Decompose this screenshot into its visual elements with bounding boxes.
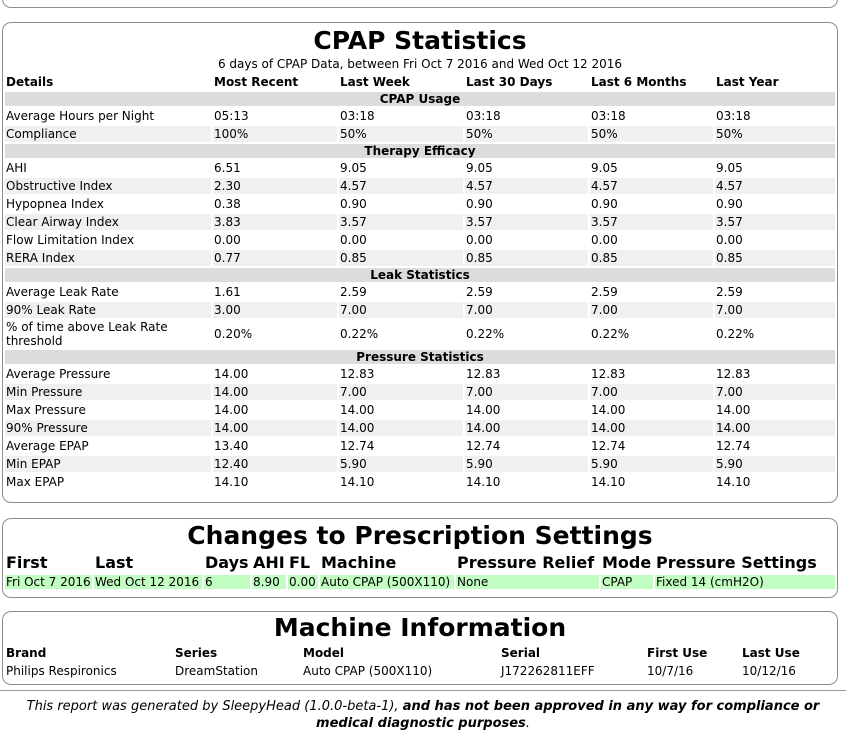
stats-row-value: 12.74 <box>591 439 626 453</box>
prescription-header-cell: Last <box>95 553 134 572</box>
report-footer <box>0 698 846 732</box>
stats-row-value: 5.90 <box>590 456 713 472</box>
stats-row-label: % of time above Leak Rate threshold <box>6 320 168 348</box>
stats-row-value: 0.22% <box>716 327 755 341</box>
prescription-header-cell: Days <box>205 553 249 572</box>
stats-row-value: 0.20% <box>214 327 253 341</box>
stats-row-value: 14.00 <box>213 420 337 436</box>
stats-row <box>5 420 835 436</box>
stats-row-label: Max Pressure <box>6 403 86 417</box>
stats-header-row <box>5 74 835 90</box>
stats-header-cell: Last Week <box>340 75 410 89</box>
stats-row-value: 0.85 <box>590 250 713 266</box>
machine-information-table <box>3 643 837 681</box>
machine-information-title: Machine Information <box>273 613 567 642</box>
stats-row-value: 7.00 <box>715 302 835 318</box>
stats-row-value: 1.61 <box>214 285 241 299</box>
stats-row-value: 12.74 <box>340 439 375 453</box>
machine-header-row <box>5 645 835 661</box>
stats-row-value: 03:18 <box>591 109 626 123</box>
prescription-header-cell: Pressure Settings <box>656 553 817 572</box>
stats-row-value: 9.05 <box>716 161 743 175</box>
stats-row <box>5 232 835 248</box>
stats-row-label: Average Pressure <box>6 367 111 381</box>
prescription-cell: 8.90 <box>252 575 286 589</box>
stats-row-value: 14.00 <box>214 367 249 381</box>
stats-row <box>5 438 835 454</box>
stats-section-title: Leak Statistics <box>5 268 835 282</box>
stats-row-value: 0.90 <box>466 197 493 211</box>
stats-row <box>5 474 835 490</box>
stats-row-value: 14.10 <box>340 475 375 489</box>
stats-row-value: 50% <box>339 126 463 142</box>
stats-row-label: Hypopnea Index <box>6 197 104 211</box>
stats-row-value: 12.40 <box>213 456 337 472</box>
stats-row-value: 12.74 <box>466 439 501 453</box>
stats-row-value: 2.30 <box>213 178 337 194</box>
stats-row-value: 0.90 <box>716 197 743 211</box>
stats-header-cell: Details <box>6 75 54 89</box>
stats-row <box>5 302 835 318</box>
stats-row-value: 7.00 <box>465 302 588 318</box>
stats-row-value: 12.83 <box>466 367 501 381</box>
stats-row <box>5 402 835 418</box>
machine-header-cell: First Use <box>647 646 708 660</box>
machine-header-cell: Last Use <box>742 646 800 660</box>
stats-row-value: 14.00 <box>465 420 588 436</box>
stats-row-value: 50% <box>590 126 713 142</box>
stats-row-value: 3.57 <box>590 214 713 230</box>
stats-row-value: 0.00 <box>466 233 493 247</box>
stats-row-value: 5.90 <box>339 456 463 472</box>
stats-row <box>5 366 835 382</box>
stats-row-label: Min EPAP <box>5 456 211 472</box>
stats-row-value: 0.00 <box>340 233 367 247</box>
stats-row-value: 9.05 <box>340 161 367 175</box>
machine-header-cell: Serial <box>501 646 541 660</box>
stats-row-value: 14.00 <box>214 403 249 417</box>
stats-row <box>5 320 835 348</box>
stats-row-value: 5.90 <box>715 456 835 472</box>
prescription-cell: 6 <box>204 575 250 589</box>
stats-row <box>5 108 835 124</box>
stats-row-label: Max EPAP <box>6 475 65 489</box>
stats-row-value: 2.59 <box>466 285 493 299</box>
cpap-statistics-subtitle: 6 days of CPAP Data, between Fri Oct 7 2016 and Wed Oct 12 2016 <box>217 57 623 71</box>
footer-disclaimer: and has not been approved in any way for compliance or medical diagnostic purposes <box>316 699 820 731</box>
prescription-panel <box>2 518 838 598</box>
prescription-cell: Auto CPAP (500X110) <box>320 575 454 589</box>
stats-row-value: 14.00 <box>591 403 626 417</box>
stats-row-value: 3.57 <box>465 214 588 230</box>
stats-row <box>5 456 835 472</box>
stats-row-label: Average Hours per Night <box>6 109 155 123</box>
cpap-statistics-table <box>3 72 837 492</box>
stats-row-value: 50% <box>715 126 835 142</box>
stats-row-value: 7.00 <box>715 384 835 400</box>
stats-row-value: 03:18 <box>716 109 751 123</box>
stats-row-value: 2.59 <box>340 285 367 299</box>
stats-section-title: Pressure Statistics <box>5 350 835 364</box>
stats-header-cell: Last 6 Months <box>591 75 687 89</box>
stats-row-value: 14.10 <box>214 475 249 489</box>
stats-row-value: 0.85 <box>715 250 835 266</box>
stats-row-value: 0.22% <box>466 327 505 341</box>
prescription-cell: Fri Oct 7 2016 <box>6 575 91 589</box>
cpap-statistics-title: CPAP Statistics <box>313 26 527 55</box>
stats-row-value: 3.83 <box>213 214 337 230</box>
prescription-header-cell: Pressure Relief <box>457 553 595 572</box>
machine-row <box>5 663 835 679</box>
stats-row-value: 0.00 <box>591 233 618 247</box>
stats-row <box>5 196 835 212</box>
footer-divider <box>0 690 846 691</box>
prescription-cell: CPAP <box>601 575 653 589</box>
stats-row-value: 0.22% <box>591 327 630 341</box>
footer-text: This report was generated by SleepyHead (1.0.0-beta-1), <box>26 699 403 714</box>
stats-row-value: 14.00 <box>340 403 375 417</box>
stats-section-title: CPAP Usage <box>5 92 835 106</box>
stats-row-value: 0.00 <box>214 233 241 247</box>
stats-section-row <box>5 144 835 158</box>
stats-row <box>5 178 835 194</box>
stats-row-label: Flow Limitation Index <box>6 233 135 247</box>
stats-row-value: 14.10 <box>716 475 751 489</box>
stats-row-value: 0.77 <box>213 250 337 266</box>
stats-row-value: 03:18 <box>466 109 501 123</box>
prescription-header-cell: FL <box>289 553 311 572</box>
stats-row-label: 90% Pressure <box>5 420 211 436</box>
prescription-row <box>5 575 835 589</box>
prescription-header-row <box>5 553 835 573</box>
stats-row-value: 6.51 <box>214 161 241 175</box>
stats-row-value: 0.22% <box>340 327 379 341</box>
stats-row-value: 0.38 <box>214 197 241 211</box>
stats-section-row <box>5 350 835 364</box>
stats-row <box>5 214 835 230</box>
footer-period: . <box>525 716 530 731</box>
stats-row-label: Average EPAP <box>6 439 89 453</box>
prescription-header-cell: AHI <box>253 553 285 572</box>
prescription-header-cell: Mode <box>602 553 652 572</box>
stats-row-value: 0.00 <box>716 233 743 247</box>
stats-row-value: 7.00 <box>339 384 463 400</box>
stats-row-value: 0.85 <box>339 250 463 266</box>
stats-header-cell: Last 30 Days <box>466 75 553 89</box>
stats-row-value: 0.90 <box>591 197 618 211</box>
stats-row-value: 4.57 <box>590 178 713 194</box>
stats-row-value: 0.85 <box>465 250 588 266</box>
machine-cell: J172262811EFF <box>501 664 595 678</box>
stats-row-value: 3.00 <box>213 302 337 318</box>
stats-row-value: 50% <box>465 126 588 142</box>
previous-section-panel <box>2 0 838 8</box>
stats-row <box>5 160 835 176</box>
stats-row-value: 14.00 <box>716 403 751 417</box>
stats-header-cell: Most Recent <box>214 75 299 89</box>
stats-row <box>5 126 835 142</box>
machine-cell: 10/12/16 <box>742 664 796 678</box>
stats-row-value: 12.83 <box>340 367 375 381</box>
stats-section-row <box>5 92 835 106</box>
stats-row-value: 14.00 <box>213 384 337 400</box>
stats-row-label: 90% Leak Rate <box>5 302 211 318</box>
machine-cell: Auto CPAP (500X110) <box>303 664 433 678</box>
machine-header-cell: Model <box>303 646 345 660</box>
machine-cell: 10/7/16 <box>647 664 694 678</box>
stats-header-cell: Last Year <box>716 75 779 89</box>
stats-row-label: Average Leak Rate <box>6 285 119 299</box>
stats-row <box>5 250 835 266</box>
stats-row-value: 100% <box>213 126 337 142</box>
stats-row-value: 9.05 <box>591 161 618 175</box>
stats-row-value: 12.83 <box>716 367 751 381</box>
stats-row-value: 14.10 <box>591 475 626 489</box>
stats-row-value: 12.83 <box>591 367 626 381</box>
prescription-title: Changes to Prescription Settings <box>187 521 653 550</box>
stats-row-label: RERA Index <box>5 250 211 266</box>
machine-information-panel <box>2 611 838 685</box>
stats-row-value: 3.57 <box>339 214 463 230</box>
stats-row-label: Clear Airway Index <box>5 214 211 230</box>
prescription-table <box>3 551 837 591</box>
stats-row-value: 0.90 <box>340 197 367 211</box>
stats-row-value: 14.00 <box>339 420 463 436</box>
stats-row-value: 4.57 <box>465 178 588 194</box>
stats-row-value: 2.59 <box>591 285 618 299</box>
stats-section-title: Therapy Efficacy <box>5 144 835 158</box>
stats-row-label: Obstructive Index <box>5 178 211 194</box>
cpap-statistics-panel <box>2 22 838 503</box>
stats-row-value: 14.00 <box>466 403 501 417</box>
stats-row-value: 7.00 <box>590 302 713 318</box>
stats-row-value: 9.05 <box>466 161 493 175</box>
prescription-header-cell: First <box>6 553 48 572</box>
machine-cell: DreamStation <box>175 664 258 678</box>
stats-row-value: 03:18 <box>340 109 375 123</box>
stats-row-value: 13.40 <box>214 439 249 453</box>
machine-header-cell: Brand <box>6 646 47 660</box>
stats-row <box>5 284 835 300</box>
prescription-cell: Fixed 14 (cmH2O) <box>655 575 835 589</box>
stats-row-value: 14.00 <box>715 420 835 436</box>
stats-row-value: 05:13 <box>214 109 249 123</box>
prescription-cell: 0.00 <box>288 575 318 589</box>
stats-row-value: 5.90 <box>465 456 588 472</box>
stats-row-value: 2.59 <box>716 285 743 299</box>
machine-header-cell: Series <box>175 646 218 660</box>
stats-row-value: 14.10 <box>466 475 501 489</box>
stats-row-value: 14.00 <box>590 420 713 436</box>
stats-row-value: 12.74 <box>716 439 751 453</box>
stats-row-label: Min Pressure <box>5 384 211 400</box>
prescription-cell: Wed Oct 12 2016 <box>94 575 202 589</box>
stats-row-value: 7.00 <box>339 302 463 318</box>
prescription-cell: None <box>456 575 599 589</box>
stats-row-value: 4.57 <box>715 178 835 194</box>
stats-row-value: 4.57 <box>339 178 463 194</box>
stats-row-label: AHI <box>6 161 27 175</box>
stats-row-label: Compliance <box>5 126 211 142</box>
stats-row-value: 7.00 <box>465 384 588 400</box>
stats-section-row <box>5 268 835 282</box>
prescription-header-cell: Machine <box>321 553 397 572</box>
stats-row-value: 7.00 <box>590 384 713 400</box>
stats-row-value: 3.57 <box>715 214 835 230</box>
stats-row <box>5 384 835 400</box>
machine-cell: Philips Respironics <box>6 664 117 678</box>
